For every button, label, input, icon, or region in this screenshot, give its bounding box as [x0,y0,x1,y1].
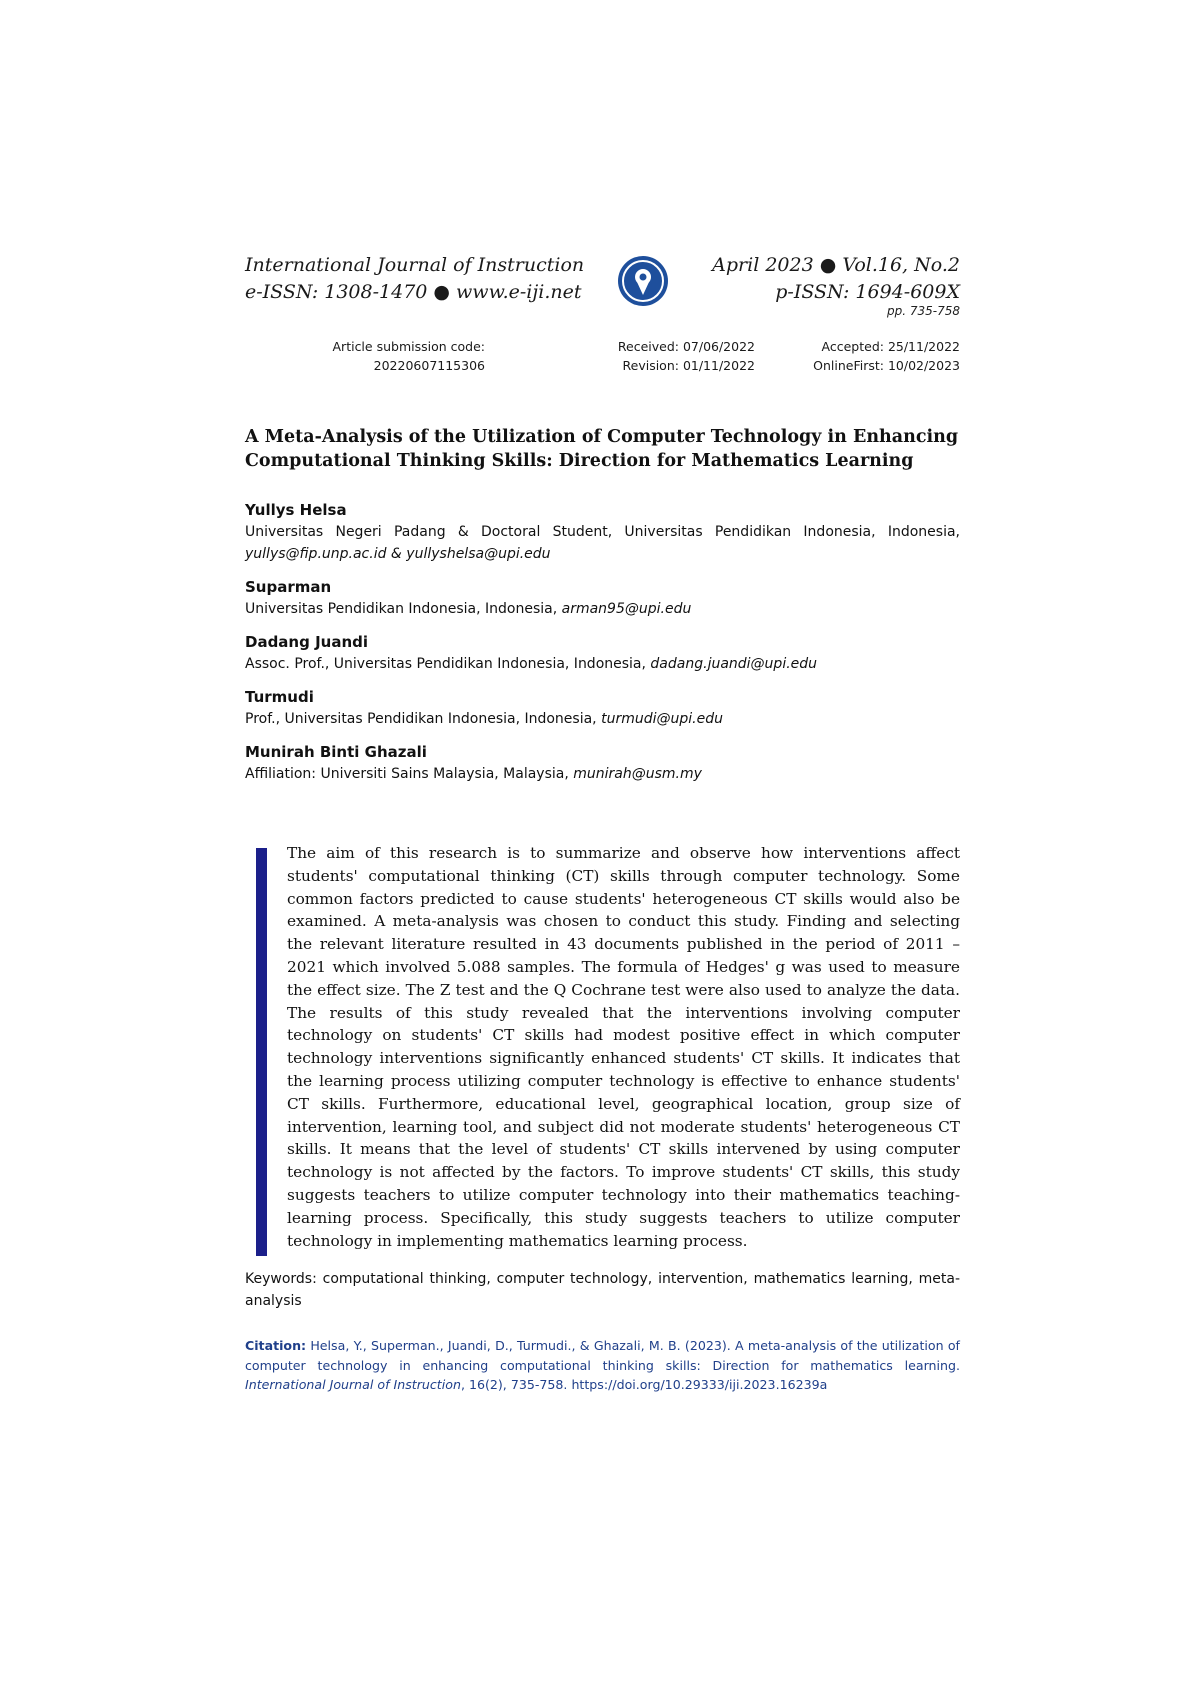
submission-code-block [300,337,485,375]
author-name: Dadang Juandi [245,633,369,651]
author-name: Turmudi [245,688,314,706]
citation-block [245,1336,960,1395]
abstract-accent-bar [256,848,267,1256]
pissn: p-ISSN: 1694-609X [775,281,960,303]
author-email[interactable]: turmudi@upi.edu [601,711,723,727]
online-first-date: OnlineFirst: 10/02/2023 [813,358,960,373]
affiliation-text: Assoc. Prof., Universitas Pendidikan Indonesia, Indonesia, [245,656,651,672]
journal-name: International Journal of Instruction [245,254,585,276]
received-date: Received: 07/06/2022 [617,339,755,354]
author-entry [245,742,960,785]
author-email[interactable]: dadang.juandi@upi.edu [650,656,818,672]
citation-journal: International Journal of Instruction [245,1377,461,1392]
author-email[interactable]: yullys@fip.unp.ac.id & yullyshelsa@upi.edu [245,546,551,562]
affiliation-text: Prof., Universitas Pendidikan Indonesia, Indonesia, [245,711,602,727]
issue-info: April 2023 ● Vol.16, No.2 [712,254,960,276]
author-entry [245,577,960,620]
page-range: pp. 735-758 [886,304,960,318]
accepted-online-block [770,337,960,375]
author-affiliation [245,521,960,565]
author-name: Munirah Binti Ghazali [245,743,427,761]
citation-label: Citation: [245,1338,307,1353]
journal-header-left [245,252,625,306]
article-title: A Meta-Analysis of the Utilization of Computer Technology in Enhancing Computational Thinking Skills: Direction for Mathematics Learning [245,427,959,471]
journal-header-right [620,252,960,306]
received-revision-block [560,337,755,375]
revision-date: Revision: 01/11/2022 [622,358,755,373]
author-name: Suparman [245,578,332,596]
author-list [245,500,960,797]
affiliation-text: Universitas Negeri Padang & Doctoral Student, Universitas Pendidikan Indonesia, Indonesia, [245,524,960,540]
author-affiliation [245,763,960,785]
author-entry [245,500,960,565]
keywords: Keywords: computational thinking, computer technology, intervention, mathematics learning, meta-analysis [245,1271,960,1309]
affiliation-text: Universitas Pendidikan Indonesia, Indonesia, [245,601,562,617]
author-affiliation [245,708,960,730]
citation-doi[interactable]: , 16(2), 735-758. https://doi.org/10.29333/iji.2023.16239a [460,1377,828,1392]
eissn-website: e-ISSN: 1308-1470 ● www.e-iji.net [245,281,582,303]
submission-code-value: 20220607115306 [373,358,485,373]
citation-text: Helsa, Y., Superman., Juandi, D., Turmudi., & Ghazali, M. B. (2023). A meta-analysis of the utilization of computer technology in enhancing computational thinking skills: Direction for mathematics learning. [245,1338,960,1373]
submission-code-label: Article submission code: [332,339,485,354]
affiliation-text: Affiliation: Universiti Sains Malaysia, Malaysia, [245,766,574,782]
author-email[interactable]: munirah@usm.my [573,766,702,782]
author-affiliation [245,598,960,620]
author-name: Yullys Helsa [245,501,347,519]
author-email[interactable]: arman95@upi.edu [561,601,692,617]
author-entry [245,687,960,730]
author-affiliation [245,653,960,675]
abstract-text: The aim of this research is to summarize and observe how interventions affect students' computational thinking (CT) skills through computer technology. Some common factors predicted to cause students' heterogeneous CT skills would also be examined. A meta-analysis was chosen to conduct this study. Finding and selecting the relevant literature resulted in 43 documents published in the period of 2011 – 2021 which involved 5.088 samples. The formula of Hedges' g was used to measure the effect size. The Z test and the Q Cochrane test were also used to analyze the data. The results of this study revealed that the interventions involving computer technology on students' CT skills had modest positive effect in which computer technology interventions significantly enhanced students' CT skills. It indicates that the learning process utilizing computer technology is effective to enhance students' CT skills. Furthermore, educational level, geographical location, group size of intervention, learning tool, and subject did not moderate students' heterogeneous CT skills. It means that the level of students' CT skills intervened by using computer technology is not affected by the factors. To improve students' CT skills, this study suggests teachers to utilize computer technology into their mathematics teaching-learning process. Specifically, this study suggests teachers to utilize computer technology in implementing mathematics learning process. [287,844,960,1250]
accepted-date: Accepted: 25/11/2022 [821,339,960,354]
author-entry [245,632,960,675]
